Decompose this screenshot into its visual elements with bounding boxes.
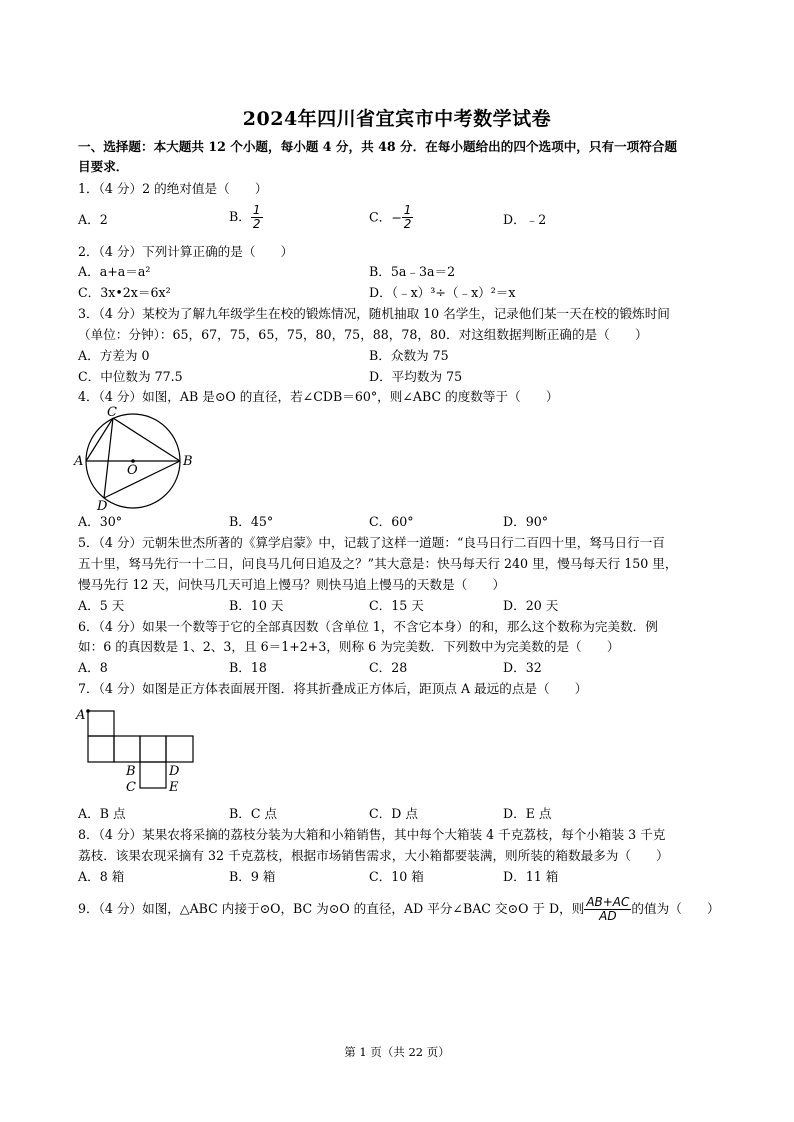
q7-option-a: A．B 点 bbox=[78, 806, 126, 821]
q2-option-b: B．5a﹣3a＝2 bbox=[369, 264, 456, 279]
q5-stem-line2: 五十里，驽马先行一十二日，问良马几何日追及之？”其大意是：快马每天行 240 里，慢马每天行 150 里， bbox=[78, 556, 678, 571]
q2-option-c: C．3x•2x＝6x² bbox=[78, 285, 171, 300]
q9-fraction: $\frac{AB+AC}{AD}$ bbox=[586, 895, 630, 923]
q7-cube-net-figure bbox=[70, 703, 210, 795]
q2-option-d: D．（﹣x）³÷（﹣x）²＝x bbox=[369, 285, 516, 300]
q7-net-square-3 bbox=[140, 736, 166, 762]
q7-label-d: D bbox=[169, 764, 180, 779]
q7-option-b: B．C 点 bbox=[229, 806, 278, 821]
q4-label-b: B bbox=[183, 454, 193, 469]
q3-stem-line1: 3．（4 分）某校为了解九年级学生在校的锻炼情况，随机抽取 10 名学生，记录他们某一天在校的锻炼时间 bbox=[78, 306, 670, 321]
q8-option-a: A．8 箱 bbox=[78, 869, 125, 884]
q5-option-b: B．10 天 bbox=[229, 598, 284, 613]
q1-option-c: C． − $\frac{1}{2}$ bbox=[369, 203, 412, 231]
q7-net-square-top bbox=[88, 711, 114, 736]
q6-option-b: B．18 bbox=[229, 660, 267, 675]
q1-option-b-fraction: $\frac{1}{2}$ bbox=[252, 203, 261, 231]
q5-stem-line3: 慢马先行 12 天，问快马几天可追上慢马？则快马追上慢马的天数是（ ） bbox=[78, 577, 506, 592]
q4-option-b: B．45° bbox=[229, 514, 274, 529]
q7-net-square-4 bbox=[166, 736, 193, 762]
q9-stem: 9．（4 分）如图，△ABC 内接于⊙O，BC 为⊙O 的直径，AD 平分∠BAC 交⊙O 于 D，则 $\frac{AB+AC}{AD}$ 的值为（ ） bbox=[78, 895, 720, 923]
q1-option-d: D．﹣2 bbox=[503, 212, 547, 227]
q3-option-c: C．中位数为 77.5 bbox=[78, 369, 183, 384]
q2-stem: 2．（4 分）下列计算正确的是（ ） bbox=[78, 244, 294, 259]
q8-stem-line1: 8．（4 分）某果农将采摘的荔枝分装为大箱和小箱销售，其中每个大箱装 4 千克荔枝，每个小箱装 3 千克 bbox=[78, 827, 666, 842]
q5-stem-line1: 5．（4 分）元朝朱世杰所著的《算学启蒙》中，记载了这样一道题：“良马日行二百四十里，驽马日行一百 bbox=[78, 535, 665, 550]
q4-option-d: D．90° bbox=[503, 514, 549, 529]
q7-label-e: E bbox=[169, 780, 179, 795]
page-footer: 第 1 页（共 22 页） bbox=[344, 1045, 450, 1059]
q7-net-square-1 bbox=[88, 736, 114, 762]
q8-option-d: D．11 箱 bbox=[503, 869, 559, 884]
q4-option-a: A．30° bbox=[78, 514, 123, 529]
q4-label-a: A bbox=[74, 454, 84, 469]
q4-stem: 4．（4 分）如图，AB 是⊙O 的直径，若∠CDB＝60°，则∠ABC 的度数等于（ ） bbox=[78, 389, 559, 404]
q7-net-square-bottom bbox=[140, 762, 166, 788]
q7-point-a bbox=[86, 709, 90, 713]
q4-label-d: D bbox=[97, 499, 108, 514]
q4-label-c: C bbox=[107, 405, 117, 420]
q4-label-o: O bbox=[127, 463, 138, 478]
q7-stem: 7．（4 分）如图是正方体表面展开图．将其折叠成正方体后，距顶点 A 最远的点是（ ） bbox=[78, 681, 588, 696]
q8-stem-line2: 荔枝．该果农现采摘有 32 千克荔枝，根据市场销售需求，大小箱都要装满，则所装的箱数最多为（ ） bbox=[78, 848, 669, 863]
q6-option-a: A．8 bbox=[78, 660, 108, 675]
q6-stem-line1: 6．（4 分）如果一个数等于它的全部真因数（含单位 1，不含它本身）的和，那么这个数称为完美数．例 bbox=[78, 619, 658, 634]
q3-option-b: B．众数为 75 bbox=[369, 348, 449, 363]
q1-stem: 1．（4 分）2 的绝对值是（ ） bbox=[78, 181, 268, 196]
q7-option-c: C．D 点 bbox=[369, 806, 418, 821]
q8-option-b: B．9 箱 bbox=[229, 869, 276, 884]
q1-option-b: B． $\frac{1}{2}$ bbox=[229, 203, 261, 231]
q6-option-c: C．28 bbox=[369, 660, 408, 675]
q4-option-c: C．60° bbox=[369, 514, 414, 529]
q6-stem-line2: 如：6 的真因数是 1、2、3，且 6＝1+2+3，则称 6 为完美数．下列数中为完美数的是（ ） bbox=[78, 639, 620, 654]
section-heading-line1: 一、选择题：本大题共 12 个小题，每小题 4 分，共 48 分．在每小题给出的四个选项中，只有一项符合题 bbox=[78, 139, 678, 154]
q3-option-a: A．方差为 0 bbox=[78, 348, 150, 363]
q2-option-a: A．a+a＝a² bbox=[78, 264, 151, 279]
page-title: 2024年四川省宜宾市中考数学试卷 bbox=[242, 108, 552, 130]
q7-option-d: D．E 点 bbox=[503, 806, 552, 821]
q3-stem-line2: （单位：分钟）：65，67，75，65，75，80，75，88，78，80．对这组数据判断正确的是（ ） bbox=[78, 327, 648, 342]
q8-option-c: C．10 箱 bbox=[369, 869, 424, 884]
q1-option-a: A．2 bbox=[78, 212, 108, 227]
q5-option-d: D．20 天 bbox=[503, 598, 559, 613]
q4-chord-cb bbox=[113, 418, 180, 461]
q7-label-b: B bbox=[126, 764, 136, 779]
q6-option-d: D．32 bbox=[503, 660, 542, 675]
q7-label-c: C bbox=[126, 780, 136, 795]
q3-option-d: D．平均数为 75 bbox=[369, 369, 463, 384]
q5-option-c: C．15 天 bbox=[369, 598, 424, 613]
q4-circle-figure bbox=[70, 404, 210, 516]
q7-net-square-2 bbox=[114, 736, 140, 762]
q1-option-c-fraction: $\frac{1}{2}$ bbox=[403, 203, 412, 231]
q7-label-a: A bbox=[76, 708, 86, 723]
q5-option-a: A．5 天 bbox=[78, 598, 125, 613]
section-heading-line2: 目要求． bbox=[78, 159, 129, 174]
